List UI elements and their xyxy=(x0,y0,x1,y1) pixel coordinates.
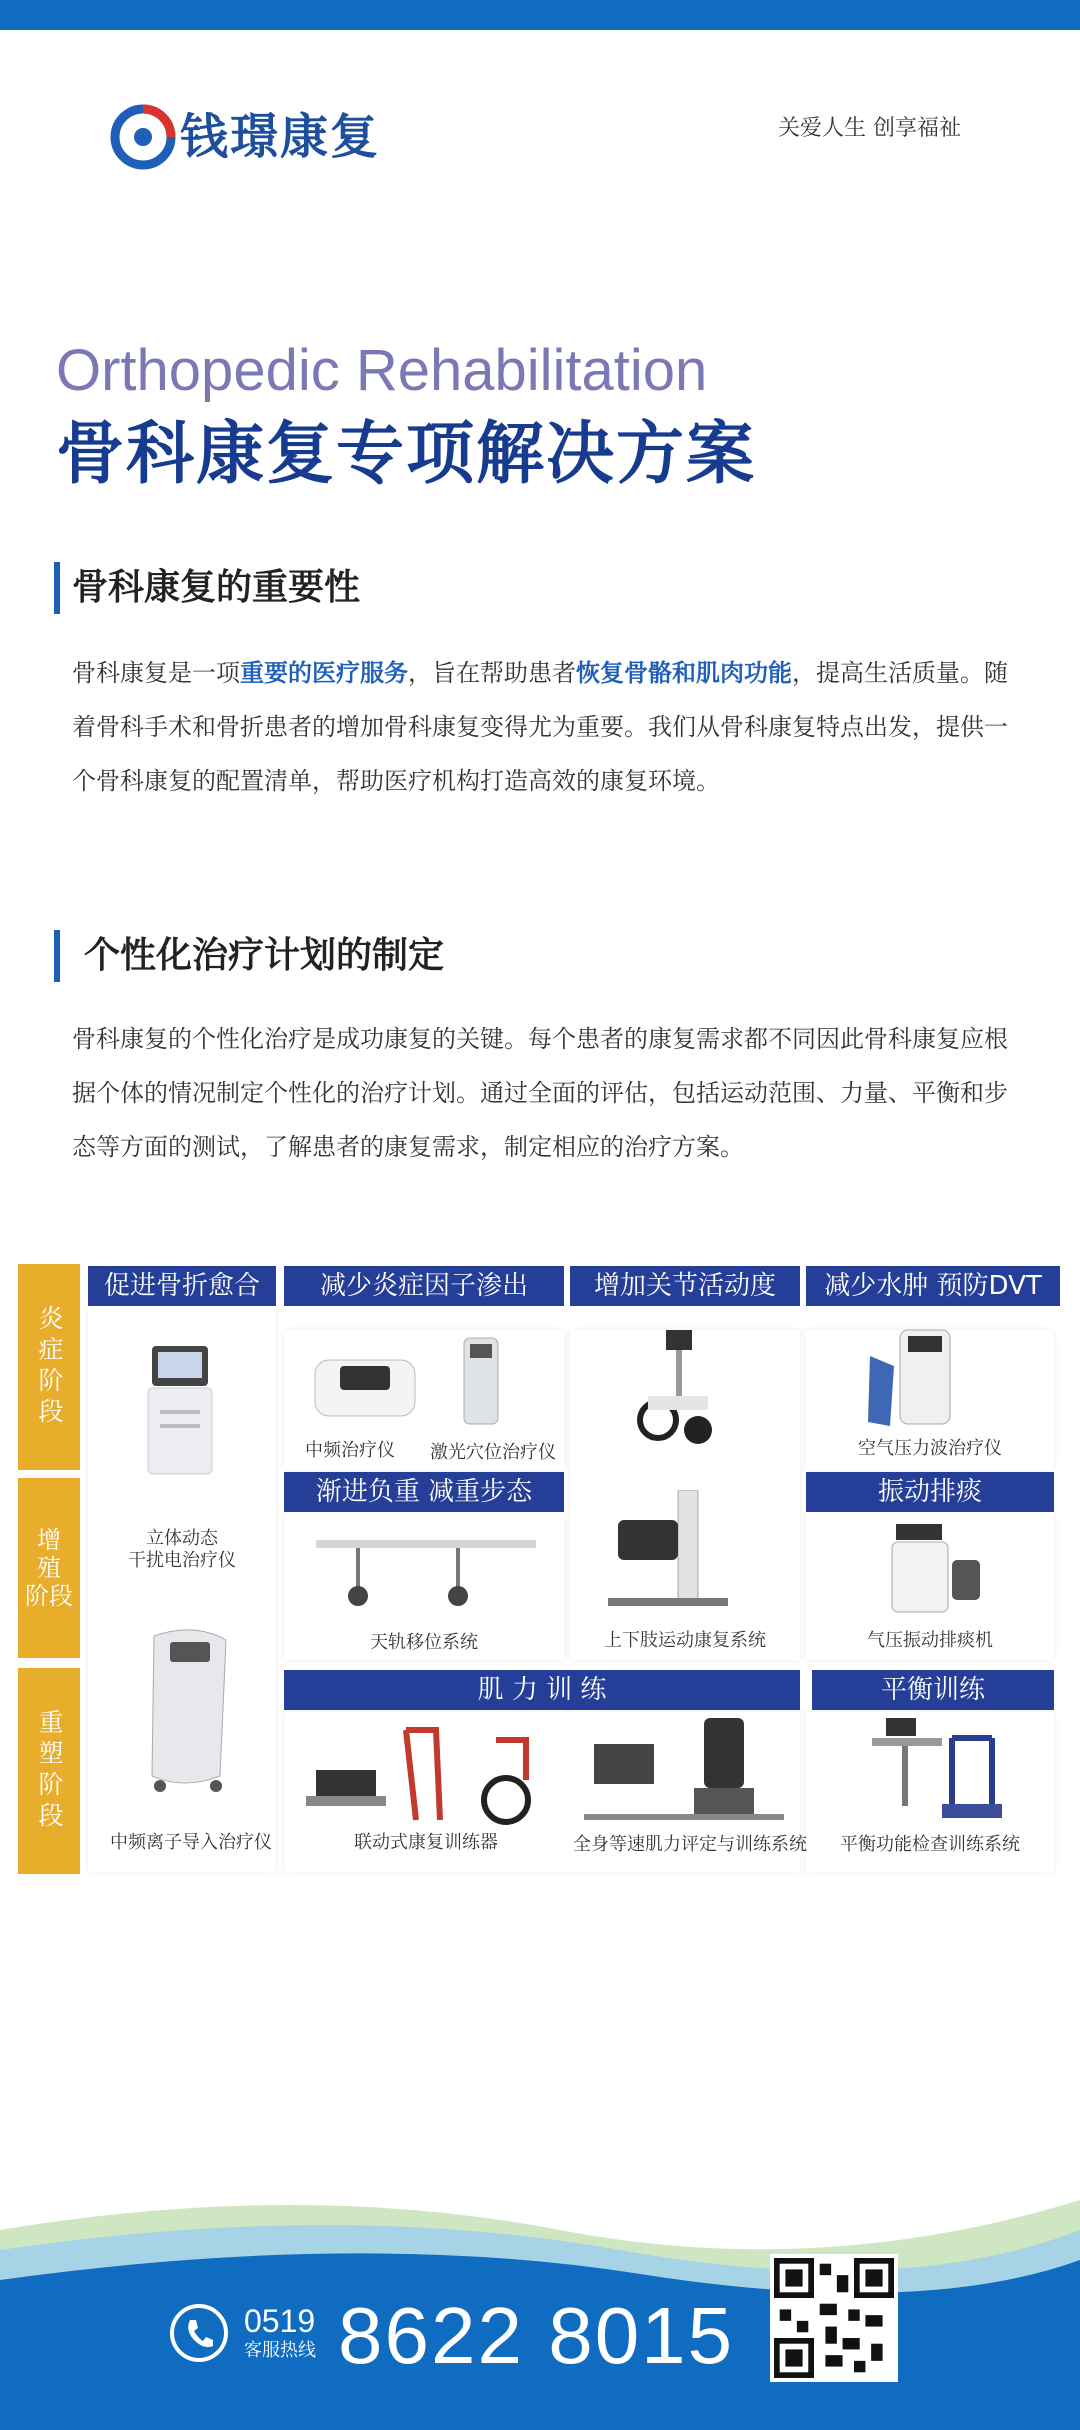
highlight-text: 重要的医疗服务 xyxy=(240,659,408,687)
header-fracture-healing: 促进骨折愈合 xyxy=(88,1266,276,1306)
header-weight-bearing: 渐进负重 减重步态 xyxy=(284,1472,564,1512)
device-label: 天轨移位系统 xyxy=(370,1632,478,1653)
isokinetic-system-image xyxy=(584,1714,784,1824)
device-label: 激光穴位治疗仪 xyxy=(430,1442,556,1463)
hotline-number: 8622 8015 xyxy=(338,2291,735,2380)
stage-inflammation: 炎症阶段 xyxy=(18,1264,80,1470)
section-title-personalized: 个性化治疗计划的制定 xyxy=(84,935,445,976)
text-fragment: ，提高生活质量。随着骨科手术和骨折患者的增加骨科康复变得尤为重要。我们从骨科康复特点出发，提供一个骨科康复的配置清单，帮助医疗机构打造高效的康复环境。 xyxy=(72,659,1008,795)
page-title-en: Orthopedic Rehabilitation xyxy=(56,338,708,403)
stage-proliferation xyxy=(18,1478,80,1658)
device-label xyxy=(88,1528,276,1572)
device-label: 平衡功能检查训练系统 xyxy=(840,1834,1020,1855)
interference-therapy-device-image xyxy=(140,1340,220,1480)
header-strength-training: 肌 力 训 练 xyxy=(284,1670,800,1710)
device-label: 中频治疗仪 xyxy=(305,1440,395,1461)
ceiling-track-system-image xyxy=(316,1532,536,1622)
text-fragment: ，旨在帮助患者 xyxy=(408,659,576,687)
device-label: 全身等速肌力评定与训练系统 xyxy=(573,1834,807,1855)
device-label: 联动式康复训练器 xyxy=(354,1832,498,1853)
section-text-personalized: 骨科康复的个性化治疗是成功康复的关键。每个患者的康复需求都不同因此骨科康复应根据个体的情况制定个性化的治疗计划。通过全面的评估，包括运动范围、力量、平衡和步态等方面的测试，了解患者的康复需求，制定相应的治疗方案。 xyxy=(72,1025,1008,1161)
stage-line: 阶段 xyxy=(25,1582,73,1610)
sputum-device-image xyxy=(868,1520,988,1620)
section-marker xyxy=(54,930,60,982)
header-vibration-sputum: 振动排痰 xyxy=(806,1472,1054,1512)
highlight-text: 恢复骨骼和肌肉功能 xyxy=(576,659,792,687)
air-pressure-device-image xyxy=(860,1326,980,1436)
section-text-importance xyxy=(72,646,1022,808)
device-label: 上下肢运动康复系统 xyxy=(604,1630,766,1651)
stage-line: 增 xyxy=(37,1526,61,1554)
stage-line: 殖 xyxy=(37,1554,61,1582)
limb-rehab-system-image xyxy=(608,1490,738,1610)
device-label-line: 干扰电治疗仪 xyxy=(128,1550,236,1571)
linked-rehab-trainer-image xyxy=(306,1720,566,1830)
qr-code-icon xyxy=(770,2254,898,2382)
brand-slogan: 关爱人生 创享福祉 xyxy=(778,116,961,141)
medium-frequency-device-image xyxy=(310,1352,420,1422)
brand-name: 钱璟康复 xyxy=(180,109,381,165)
header-balance-training: 平衡训练 xyxy=(812,1670,1054,1710)
section-marker xyxy=(54,562,60,614)
phone-icon xyxy=(168,2302,230,2364)
device-label: 空气压力波治疗仪 xyxy=(858,1438,1002,1459)
page-title-cn: 骨科康复专项解决方案 xyxy=(56,415,757,494)
header-reduce-inflammation: 减少炎症因子渗出 xyxy=(284,1266,564,1306)
laser-acupoint-device-image xyxy=(456,1334,506,1434)
stage-remodeling: 重塑阶段 xyxy=(18,1668,80,1874)
section-title-importance: 骨科康复的重要性 xyxy=(72,567,361,608)
device-label: 气压振动排痰机 xyxy=(867,1630,993,1651)
device-label-line: 立体动态 xyxy=(146,1528,218,1549)
header-edema-dvt: 减少水肿 预防DVT xyxy=(806,1266,1060,1306)
text-fragment: 骨科康复是一项 xyxy=(72,659,240,687)
top-bar xyxy=(0,0,1080,30)
phone-area-code: 0519 xyxy=(244,2303,316,2339)
device-label: 中频离子导入治疗仪 xyxy=(110,1832,272,1853)
header-joint-mobility: 增加关节活动度 xyxy=(570,1266,800,1306)
brand-logo-icon xyxy=(110,104,176,170)
balance-system-image xyxy=(862,1718,1012,1828)
upper-limb-bike-image xyxy=(618,1330,728,1470)
ion-introduction-device-image xyxy=(134,1626,244,1796)
hotline-label: 客服热线 xyxy=(244,2340,316,2361)
